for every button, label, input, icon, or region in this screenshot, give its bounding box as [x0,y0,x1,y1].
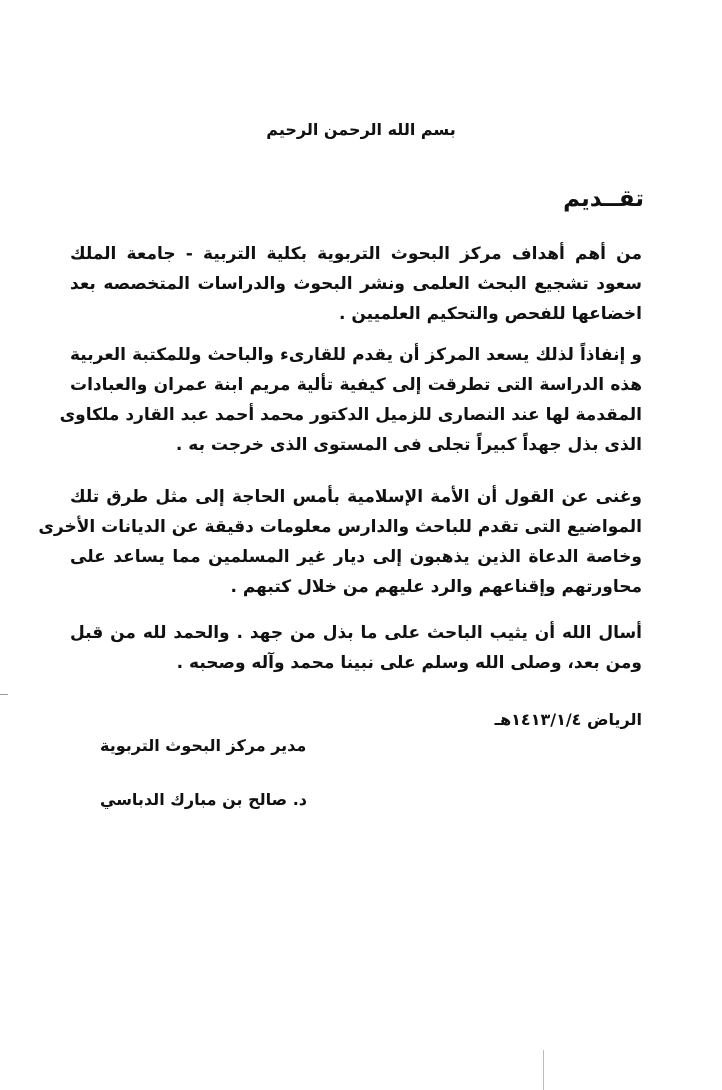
margin-mark [0,694,8,695]
date-line: الرياض ١٤١٣/١/٤هـ [494,710,642,729]
paragraph-line: من أهم أهداف مركز البحوث التربوية بكلية التربية - جامعة الملك [70,244,642,264]
signature-title: مدير مركز البحوث التربوية [100,736,307,755]
signature-name: د. صالح بن مبارك الدباسي [100,790,307,809]
paragraph-line: أسال الله أن يثيب الباحث على ما بذل من جهد . والحمد لله من قبل [70,623,642,643]
paragraph-line: المقدمة لها عند النصارى للزميل الدكتور محمد أحمد عبد القارد ملكاوى [59,405,642,425]
paragraph-4 [70,622,642,682]
paragraph-line: اخضاعها للفحص والتحكيم العلميين . [338,304,642,324]
paragraph-line: الذى بذل جهداً كبيراً تجلى فى المستوى الذى خرجت به . [175,435,642,455]
paragraph-line: المواضيع التى تقدم للباحث والدارس معلومات دقيقة عن الديانات الأخرى [38,517,642,537]
page-title: تقــديم [563,186,644,212]
paragraph-1 [70,243,642,333]
basmala: بسم الله الرحمن الرحيم [266,120,456,139]
paragraph-line: محاورتهم وإقناعهم والرد عليهم من خلال كتبهم . [230,577,642,597]
paragraph-line: هذه الدراسة التى تطرقت إلى كيفية تألية مريم ابنة عمران والعبادات [70,375,642,395]
scan-mark [543,1050,544,1090]
paragraph-3 [38,486,642,606]
paragraph-line: و إنفاذاً لذلك يسعد المركز أن يقدم للقارىء والباحث وللمكتبة العربية [70,345,642,365]
paragraph-line: ومن بعد، وصلى الله وسلم على نبينا محمد وآله وصحبه . [176,653,642,673]
paragraph-line: وغنى عن القول أن الأمة الإسلامية بأمس الحاجة إلى مثل طرق تلك [70,487,642,507]
paragraph-2 [59,344,642,464]
paragraph-line: سعود تشجيع البحث العلمى ونشر البحوث والدراسات المتخصصه بعد [70,274,642,294]
paragraph-line: وخاصة الدعاة الذين يذهبون إلى ديار غير المسلمين مما يساعد على [70,547,642,567]
